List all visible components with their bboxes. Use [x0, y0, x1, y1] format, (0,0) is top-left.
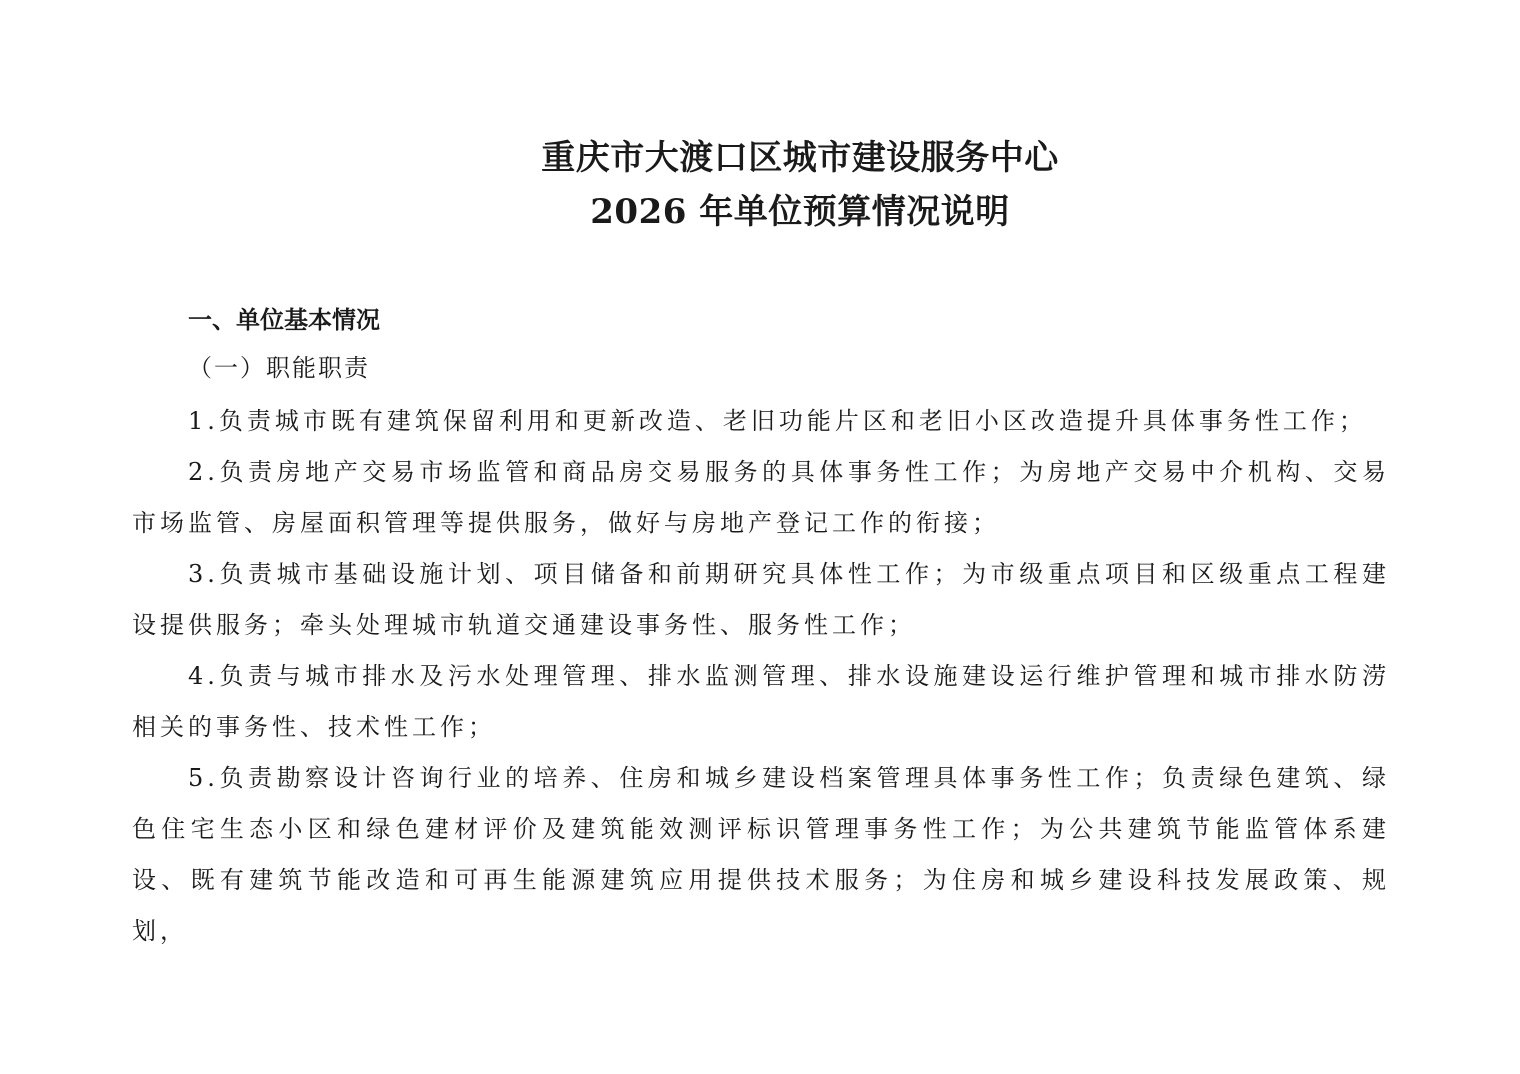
- paragraph-3: 3.负责城市基础设施计划、项目储备和前期研究具体性工作；为市级重点项目和区级重点工程建设提供服务；牵头处理城市轨道交通建设事务性、服务性工作；: [132, 560, 1390, 639]
- paragraph-2: 2.负责房地产交易市场监管和商品房交易服务的具体事务性工作；为房地产交易中介机构、交易市场监管、房屋面积管理等提供服务，做好与房地产登记工作的衔接；: [132, 458, 1390, 537]
- document-title-line-1: 重庆市大渡口区城市建设服务中心: [541, 138, 1059, 178]
- subsection-heading: （一）职能职责: [188, 354, 370, 382]
- document-body: [132, 396, 1390, 957]
- section-heading: 一、单位基本情况: [188, 305, 380, 334]
- paragraph-1: 1.负责城市既有建筑保留利用和更新改造、老旧功能片区和老旧小区改造提升具体事务性工作；: [188, 407, 1367, 435]
- paragraph-4: 4.负责与城市排水及污水处理管理、排水监测管理、排水设施建设运行维护管理和城市排水防涝相关的事务性、技术性工作；: [132, 662, 1390, 741]
- document-title-line-2: 2026 年单位预算情况说明: [590, 192, 1010, 232]
- paragraph-5: 5.负责勘察设计咨询行业的培养、住房和城乡建设档案管理具体事务性工作；负责绿色建筑、绿色住宅生态小区和绿色建材评价及建筑能效测评标识管理事务性工作；为公共建筑节能监管体系建设、既有建筑节能改造和可再生能源建筑应用提供技术服务；为住房和城乡建设科技发展政策、规划，: [132, 764, 1390, 945]
